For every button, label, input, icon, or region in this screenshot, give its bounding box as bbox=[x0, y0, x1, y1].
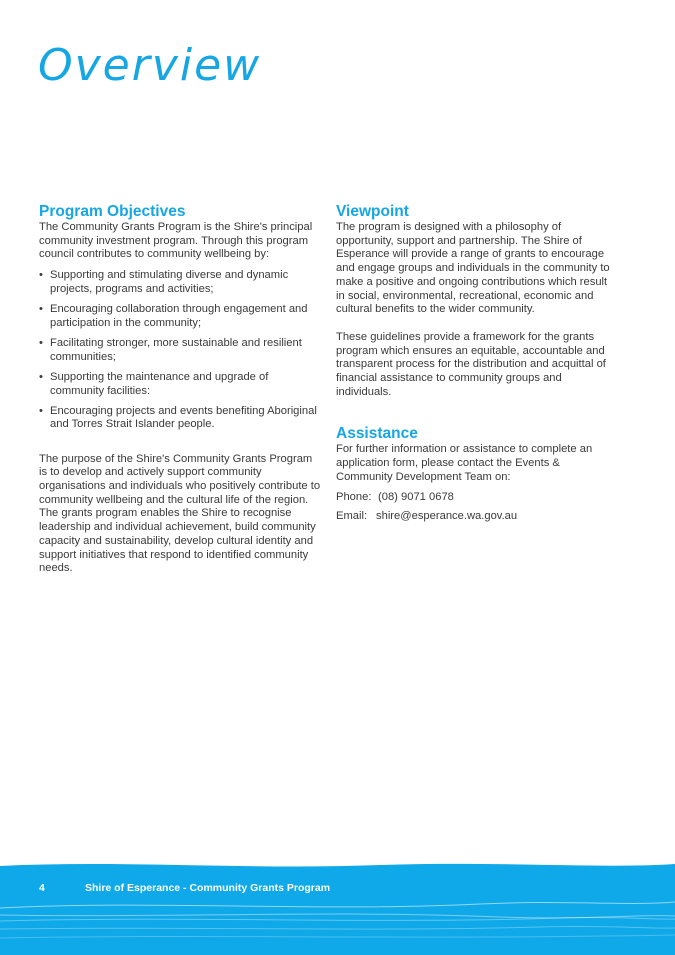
viewpoint-paragraph-1: The program is designed with a philosophy of opportunity, support and partnership. The Shire of Esperance will provide a range of grants to encourage and engage groups and individuals in the community to make a positive and ongoing contributions which result in social, environmental, recreational, economic and cultural benefits to the wider community. bbox=[336, 221, 610, 316]
viewpoint-heading: Viewpoint bbox=[336, 203, 409, 220]
list-item: • Encouraging projects and events benefiting Aboriginal and Torres Strait Islander people. bbox=[39, 405, 321, 432]
email-link[interactable]: shire@esperance.wa.gov.au bbox=[376, 510, 518, 523]
objectives-purpose: The purpose of the Shire's Community Grants Program is to develop and actively support community organisations and individuals who positively contribute to community wellbeing and the cultural life of the region. The grants program enables the Shire to recognise leadership and individual achievement, build community capacity and sustainability, develop cultural identity and support initiatives that respond to identified community needs. bbox=[39, 452, 321, 575]
page-number: 4 bbox=[39, 882, 45, 894]
objectives-list bbox=[39, 269, 321, 432]
footer-title: Shire of Esperance - Community Grants Program bbox=[85, 882, 331, 894]
phone-line bbox=[336, 491, 618, 505]
list-item: • Supporting and stimulating diverse and dynamic projects, programs and activities; bbox=[39, 269, 321, 296]
page-title: Overview bbox=[38, 40, 262, 91]
viewpoint-section bbox=[336, 203, 618, 524]
list-item: • Facilitating stronger, more sustainable and resilient communities; bbox=[39, 337, 321, 364]
list-item: • Encouraging collaboration through engagement and participation in the community; bbox=[39, 303, 321, 330]
objectives-intro: The Community Grants Program is the Shire's principal community investment program. Through this program council contributes to community wellbeing by: bbox=[39, 221, 313, 261]
assistance-heading: Assistance bbox=[336, 425, 418, 443]
objectives-heading: Program Objectives bbox=[39, 203, 186, 220]
email-line bbox=[336, 510, 618, 524]
footer-wave bbox=[0, 860, 675, 955]
assistance-intro: For further information or assistance to complete an application form, please contact the Events & Community Development Team on: bbox=[336, 443, 593, 483]
phone-label: Phone: bbox=[336, 490, 372, 503]
email-label: Email: bbox=[336, 510, 368, 523]
viewpoint-paragraph-2: These guidelines provide a framework for the grants program which ensures an equitable, accountable and transparent process for the distribution and acquittal of financial assistance to community groups and individuals. bbox=[336, 330, 606, 398]
phone-number: (08) 9071 0678 bbox=[378, 490, 454, 503]
list-item: • Supporting the maintenance and upgrade of community facilities: bbox=[39, 371, 321, 398]
wave-graphic bbox=[0, 860, 675, 955]
objectives-section bbox=[39, 203, 321, 576]
